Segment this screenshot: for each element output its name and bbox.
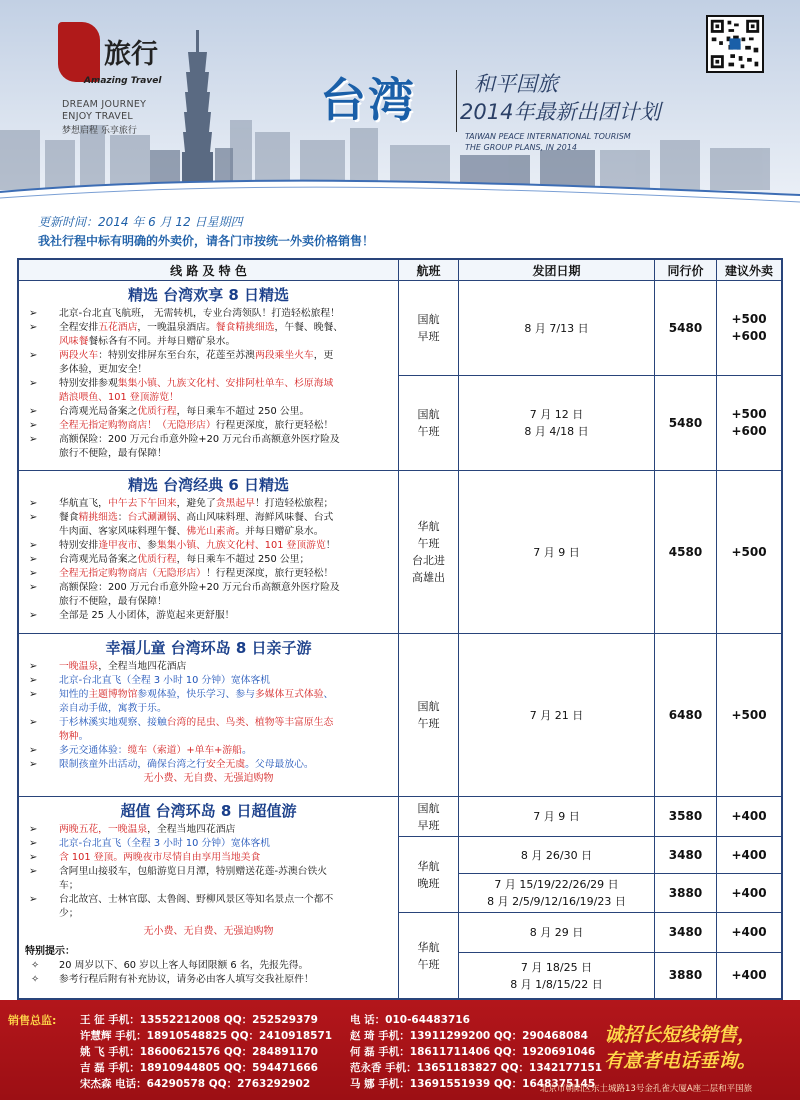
bullet-arrow-icon: ➢ <box>29 308 38 319</box>
retail-markup-cell-line: +500 <box>731 544 767 559</box>
logo-text-en: Amazing Travel <box>84 76 162 86</box>
flight-cell <box>399 471 459 634</box>
bullet-arrow-icon: ➢ <box>29 745 38 756</box>
company-address: 北京市朝阳区东土城路13号金孔雀大厦A座二层和平国旅 <box>540 1084 753 1094</box>
peer-price-value: 5480 <box>668 320 703 335</box>
departure-dates-cell <box>459 376 655 471</box>
feature-text: 五花酒店 <box>98 322 138 333</box>
feature-line <box>19 525 398 539</box>
feature-text: 两段乘坐火车 <box>254 350 314 361</box>
feature-text: 全程无指定购物商店（无隐形店） <box>59 568 206 579</box>
staff-contact: 许慧辉 手机：18910548825 QQ：2410918571 <box>80 1030 333 1042</box>
feature-line <box>19 879 398 893</box>
bullet-arrow-icon: ➢ <box>29 406 38 417</box>
departure-dates-cell-line: 7 月 18/25 日 <box>520 960 593 974</box>
peer-price-value: 3880 <box>668 968 703 982</box>
feature-text: 牛肉面、客家风味料理午餐、 <box>59 526 187 537</box>
retail-markup-cell <box>717 634 781 797</box>
feature-text: 两晚五花，一晚温泉 <box>59 824 148 835</box>
tour-plan-table <box>17 258 783 1000</box>
feature-line <box>19 321 398 335</box>
flight-line: 午班 <box>417 537 440 550</box>
feature-text: ，避免了 <box>176 498 216 509</box>
departure-dates-cell <box>459 874 655 913</box>
bullet-arrow-icon: ➢ <box>29 689 38 700</box>
title-en-1: TAIWAN PEACE INTERNATIONAL TOURISM <box>465 132 631 141</box>
logo-mark-icon <box>58 22 100 82</box>
feature-text: 、高山风味料理、海鲜风味餐、台式 <box>176 512 334 523</box>
header-peer-price: 同行价 <box>655 260 717 281</box>
feature-text: ，更 <box>313 350 334 361</box>
bullet-arrow-icon: ➢ <box>29 717 38 728</box>
feature-text: 台湾观光局备案之 <box>59 554 138 565</box>
peer-price-cell <box>655 874 717 913</box>
feature-text: 高额保险：200 万元台币意外险+20 万元台币高额意外医疗险及 <box>59 434 340 445</box>
departure-dates-cell-line: 7 月 21 日 <box>529 708 584 722</box>
sales-director-label: 销售总监: <box>8 1014 57 1027</box>
departure-dates-cell <box>459 913 655 953</box>
departure-dates-cell-line: 8 月 26/30 日 <box>520 848 593 862</box>
feature-line <box>19 674 398 688</box>
feature-text: ，每日乘车不超过 250 公里。 <box>176 406 310 417</box>
route-features <box>19 660 398 772</box>
departure-dates-cell-line: 8 月 29 日 <box>529 926 584 939</box>
dream-slogan-cn: 梦想启程 乐享旅行 <box>62 126 137 136</box>
header-dates: 发团日期 <box>459 260 655 281</box>
staff-contact: 吉 磊 手机：18910944805 QQ：594471666 <box>80 1062 318 1074</box>
feature-text: 华航直飞， <box>59 498 108 509</box>
feature-text: 餐食 <box>59 512 79 523</box>
retail-markup-cell <box>717 953 781 998</box>
route-features <box>19 823 398 921</box>
feature-text: 少； <box>59 908 79 919</box>
title-plan: 2014年最新出团计划 <box>460 100 661 124</box>
staff-contact: 赵 琦 手机：13911299200 QQ：290468084 <box>350 1030 588 1042</box>
feature-text: ！行程更深度，旅行更轻松！ <box>205 568 334 579</box>
feature-text: 高额保险：200 万元台币意外险+20 万元台币高额意外医疗险及 <box>59 582 340 593</box>
feature-line <box>19 405 398 419</box>
retail-markup-cell <box>717 281 781 376</box>
feature-text: 北京-台北直飞航班， 无需转机，专业台湾领队！打造轻松旅程！ <box>59 308 340 319</box>
feature-text: 物种 <box>59 731 79 742</box>
retail-markup-cell-line: +500 <box>731 312 767 326</box>
feature-text: 北京-台北直飞（全程 3 小时 10 分钟）宽体客机 <box>59 675 271 686</box>
feature-line <box>19 744 398 758</box>
feature-text: 优质行程 <box>137 406 177 417</box>
feature-line <box>19 363 398 377</box>
departure-dates-cell-line: 7 月 9 日 <box>533 810 580 823</box>
feature-text: 集集小镇、九族文化村、101 登顶游览 <box>156 540 326 551</box>
bullet-arrow-icon: ➢ <box>29 894 38 905</box>
recruit-slogan <box>604 1022 756 1074</box>
flight-line: 晚班 <box>417 876 440 890</box>
header-retail: 建议外卖 <box>717 260 781 281</box>
flight-line: 国航 <box>417 313 440 326</box>
flight-line: 华航 <box>417 940 440 954</box>
route-features <box>19 307 398 461</box>
feature-text: 于杉林溪实地观察、接触 <box>59 717 167 728</box>
peer-price-value: 3480 <box>668 925 703 939</box>
feature-text: 多元交通体验： <box>59 745 128 756</box>
flight-line: 午班 <box>417 717 440 730</box>
peer-price-cell <box>655 634 717 797</box>
feature-line <box>19 391 398 405</box>
feature-text: 精挑细选 <box>78 512 118 523</box>
bullet-arrow-icon: ➢ <box>29 434 38 445</box>
flight-cell <box>399 376 459 471</box>
flight-cell <box>399 281 459 376</box>
dream-line-1: DREAM JOURNEY <box>62 99 147 110</box>
bullet-arrow-icon: ➢ <box>29 610 38 621</box>
slogan-line-2: 有意者电话垂询。 <box>604 1050 757 1072</box>
feature-line <box>19 553 398 567</box>
retail-markup-cell-line: +400 <box>731 847 767 862</box>
feature-text: 贪黑起早 <box>215 498 255 509</box>
staff-contact: 王 征 手机：13552212008 QQ：252529379 <box>80 1014 318 1026</box>
bullet-arrow-icon: ➢ <box>29 838 38 849</box>
feature-line <box>19 567 398 581</box>
feature-text: 优质行程 <box>137 554 177 565</box>
bullet-arrow-icon: ➢ <box>29 852 38 863</box>
feature-text: 佛光山素斋 <box>186 526 236 537</box>
flight-line: 台北进 <box>412 554 445 567</box>
feature-text: 含 101 登顶。两晚夜市尽情自由享用当地美食 <box>59 852 261 863</box>
peer-price-cell <box>655 953 717 998</box>
flight-line: 早班 <box>417 818 440 832</box>
feature-line <box>19 447 398 461</box>
feature-text: 集集小镇、九族文化村、安排阿杜单车、杉原海域 <box>117 378 334 389</box>
flight-line: 早班 <box>417 330 440 343</box>
flight-line: 高雄出 <box>412 571 445 584</box>
feature-line <box>19 893 398 907</box>
feature-text: 全程安排 <box>59 322 99 333</box>
feature-line <box>19 419 398 433</box>
route-title: 幸福儿童 台湾环岛 8 日亲子游 <box>105 639 312 657</box>
departure-dates-cell-line: 8 月 1/8/15/22 日 <box>510 977 603 991</box>
departure-dates-cell <box>459 953 655 998</box>
feature-text: 车； <box>59 880 79 891</box>
tip-text: 参考行程后附有补充协议，请务必由客人填写交我社原件！ <box>59 974 314 985</box>
retail-markup-cell <box>717 471 781 634</box>
flight-line: 午班 <box>417 957 440 971</box>
departure-dates-cell-line: 7 月 12 日 <box>529 408 584 421</box>
feature-text: 中午去下午回来 <box>107 498 177 509</box>
title-taiwan: 台湾 <box>320 73 416 127</box>
feature-line <box>19 660 398 674</box>
feature-text: 参观体验，快乐学习、参与 <box>137 689 255 700</box>
tip-item: ✧ 参考行程后附有补充协议，请务必由客人填写交我社原件！ <box>31 974 314 985</box>
feature-text: 安全无虞 <box>205 759 246 770</box>
retail-markup-cell-line: +500 <box>731 707 767 722</box>
feature-line <box>19 702 398 716</box>
feature-line <box>19 758 398 772</box>
bullet-arrow-icon: ➢ <box>29 420 38 431</box>
feature-text: ，每日乘车不超过 250 公里； <box>176 554 310 565</box>
retail-markup-cell-line: +500 <box>731 407 767 421</box>
bullet-arrow-icon: ➢ <box>29 350 38 361</box>
dream-line-2: ENJOY TRAVEL <box>62 111 133 122</box>
feature-line <box>19 335 398 349</box>
feature-text: 、参 <box>137 540 157 551</box>
feature-text: 。父母最放心。 <box>245 759 314 770</box>
feature-line <box>19 865 398 879</box>
feature-text: 全程无指定购物商店！ <box>59 420 157 431</box>
feature-text: 。 <box>241 745 252 756</box>
bullet-arrow-icon: ➢ <box>29 661 38 672</box>
route-section-2 <box>19 471 399 634</box>
feature-line <box>19 497 398 511</box>
departure-dates-cell-line: 8 月 2/5/9/12/16/19/23 日 <box>487 895 626 908</box>
no-extra-fees-note: 无小费、无自费、无强迫购物 <box>143 926 274 937</box>
bullet-arrow-icon: ➢ <box>29 582 38 593</box>
feature-text: 旅行不便险，最有保障！ <box>59 448 167 459</box>
peer-price-value: 3480 <box>668 847 703 862</box>
route-section-3 <box>19 634 399 797</box>
route-title: 超值 台湾环岛 8 日超值游 <box>120 802 297 820</box>
header-flight: 航班 <box>399 260 459 281</box>
bullet-arrow-icon: ➢ <box>29 554 38 565</box>
qr-code-icon <box>706 15 764 73</box>
dream-slogan <box>62 99 146 123</box>
peer-price-value: 5480 <box>668 415 703 430</box>
feature-text: 主题博物馆 <box>88 689 138 700</box>
flight-cell <box>399 837 459 913</box>
peer-price-value: 3880 <box>668 885 703 900</box>
retail-markup-cell <box>717 376 781 471</box>
header-route: 线 路 及 特 色 <box>19 260 399 281</box>
feature-text: 含阿里山接驳车，包船游览日月潭，特别赠送花莲-苏澳台铁火 <box>59 866 328 877</box>
feature-text: （无隐形店） <box>156 420 216 431</box>
departure-dates-cell <box>459 471 655 634</box>
feature-text: 、 <box>323 689 334 700</box>
feature-line <box>19 595 398 609</box>
no-extra-fees-note: 无小费、无自费、无强迫购物 <box>143 773 274 784</box>
tip-item: ✧ 20 周岁以下、60 岁以上客人每团限额 6 名，先报先得。 <box>31 960 309 971</box>
feature-text: 特别安排 <box>59 540 99 551</box>
staff-contact: 范永香 手机：13651183827 QQ：1342177151 <box>350 1062 603 1074</box>
feature-text: ！ <box>325 540 336 551</box>
retail-markup-cell <box>717 913 781 953</box>
retail-markup-cell-line: +400 <box>731 925 767 939</box>
feature-line <box>19 716 398 730</box>
route-title: 精选 台湾欢享 8 日精选 <box>127 286 290 304</box>
feature-text: 旅行不便险，最有保障！ <box>59 596 167 607</box>
feature-line <box>19 377 398 391</box>
tip-text: 20 周岁以下、60 岁以上客人每团限额 6 名，先报先得。 <box>59 960 309 971</box>
peer-price-cell <box>655 471 717 634</box>
retail-markup-cell <box>717 874 781 913</box>
feature-text: 台湾观光局备案之 <box>59 406 138 417</box>
feature-text: 踏浪喂鱼、101 登顶游览！ <box>59 392 179 403</box>
bullet-arrow-icon: ➢ <box>29 378 38 389</box>
flight-line: 国航 <box>417 408 440 421</box>
feature-line <box>19 349 398 363</box>
peer-price-cell <box>655 797 717 837</box>
peer-price-value: 6480 <box>668 707 703 722</box>
retail-markup-cell-line: +600 <box>731 424 767 438</box>
staff-contact: 姚 飞 手机：18600621576 QQ：284891170 <box>80 1046 318 1058</box>
title-en-2: THE GROUP PLANS, IN 2014 <box>465 143 577 152</box>
peer-price-cell <box>655 281 717 376</box>
departure-dates-cell <box>459 634 655 797</box>
feature-text: 多体验，更加安全！ <box>59 364 148 375</box>
departure-dates-cell-line: 8 月 4/18 日 <box>524 425 589 438</box>
feature-text: 缆车（索道）+单车+游船 <box>127 745 242 756</box>
feature-text: 多媒体互式体验 <box>254 689 324 700</box>
peer-price-cell <box>655 376 717 471</box>
feature-text: 全部是 25 人小团体，游览起来更舒服！ <box>59 610 235 621</box>
feature-text: 台北故宫、士林官邸、太鲁阁、野柳风景区等知名景点一个都不 <box>59 894 334 905</box>
feature-line <box>19 837 398 851</box>
departure-dates-cell-line: 7 月 15/19/22/26/29 日 <box>494 878 619 891</box>
peer-price-value: 4580 <box>668 544 703 559</box>
feature-line <box>19 609 398 623</box>
feature-text: ，全程当地四花酒店 <box>147 824 236 835</box>
flight-line: 华航 <box>417 520 440 533</box>
flight-line: 国航 <box>417 801 440 815</box>
retail-markup-cell <box>717 797 781 837</box>
feature-text: 限制孩童外出活动，确保台湾之行 <box>59 759 206 770</box>
feature-line <box>19 851 398 865</box>
title-company: 和平国旅 <box>474 72 558 96</box>
retail-markup-cell <box>717 837 781 874</box>
feature-text: 一晚温泉 <box>59 661 99 672</box>
retail-markup-cell-line: +400 <box>731 968 767 982</box>
flight-cell <box>399 797 459 837</box>
feature-text: 台式涮涮锅 <box>127 512 177 523</box>
staff-contact: 马 娜 手机：13691551939 QQ：1648375145 <box>350 1078 596 1090</box>
departure-dates-cell <box>459 837 655 874</box>
feature-text: 。 <box>78 731 89 742</box>
feature-line <box>19 907 398 921</box>
retail-markup-cell-line: +400 <box>731 885 767 900</box>
staff-contact: 何 磊 手机：18611711406 QQ：1920691046 <box>350 1046 596 1058</box>
feature-text: ！打造轻松旅程； <box>254 498 334 509</box>
flight-line: 华航 <box>417 859 440 873</box>
feature-text: 台湾的昆虫、鸟类、植物等丰富原生态 <box>166 717 334 728</box>
tips-title: 特别提示： <box>25 946 75 957</box>
feature-line <box>19 307 398 321</box>
route-features <box>19 497 398 623</box>
feature-text: 行程更深度，旅行更轻松！ <box>215 420 334 431</box>
retail-markup-cell-line: +400 <box>731 809 767 823</box>
feature-text: ：特别安排屏东至台东，花莲至苏澳 <box>98 350 255 361</box>
feature-text: 两段火车 <box>59 350 99 361</box>
staff-contact: 宋杰森 电话：64290578 QQ：2763292902 <box>80 1078 311 1090</box>
bullet-arrow-icon: ➢ <box>29 824 38 835</box>
feature-line <box>19 688 398 702</box>
feature-text: ，午餐、晚餐、 <box>274 322 344 333</box>
flight-line: 国航 <box>417 700 440 713</box>
feature-text: 知性的 <box>59 689 89 700</box>
header-wave <box>0 170 800 215</box>
bullet-arrow-icon: ➢ <box>29 759 38 770</box>
bullet-arrow-icon: ➢ <box>29 512 38 523</box>
peer-price-value: 3580 <box>668 809 703 823</box>
feature-text: 逢甲夜市 <box>98 540 138 551</box>
route-title: 精选 台湾经典 6 日精选 <box>127 476 290 494</box>
feature-text: ，全程当地四花酒店 <box>98 661 187 672</box>
feature-line <box>19 730 398 744</box>
feature-line <box>19 823 398 837</box>
departure-dates-cell-line: 8 月 7/13 日 <box>524 321 589 335</box>
logo-text-cn: 旅行 <box>104 39 158 70</box>
feature-text: 餐标各有不同。并每日赠矿泉水。 <box>88 336 236 347</box>
flight-cell <box>399 634 459 797</box>
feature-text: 北京-台北直飞（全程 3 小时 10 分钟）宽体客机 <box>59 838 271 849</box>
feature-line <box>19 511 398 525</box>
peer-price-cell <box>655 913 717 953</box>
feature-line <box>19 539 398 553</box>
feature-text: 特别安排参观 <box>59 378 118 389</box>
feature-text: 风味餐 <box>59 336 89 347</box>
bullet-arrow-icon: ➢ <box>29 675 38 686</box>
header-banner <box>0 0 800 215</box>
bullet-arrow-icon: ➢ <box>29 540 38 551</box>
bullet-arrow-icon: ➢ <box>29 322 38 333</box>
feature-line <box>19 433 398 447</box>
retail-markup-cell-line: +600 <box>731 329 767 343</box>
flight-cell <box>399 913 459 998</box>
departure-dates-cell <box>459 797 655 837</box>
bullet-arrow-icon: ➢ <box>29 498 38 509</box>
route-section-1 <box>19 281 399 471</box>
flight-line: 午班 <box>417 425 440 438</box>
peer-price-cell <box>655 837 717 874</box>
title-separator <box>456 70 457 132</box>
bullet-arrow-icon: ➢ <box>29 866 38 877</box>
staff-contact: 电 话：010-64483716 <box>350 1014 470 1026</box>
route-section-4 <box>19 797 399 998</box>
feature-text: 餐食精挑细选 <box>215 322 275 333</box>
feature-text: 亲自动手做，寓教于乐。 <box>59 703 167 714</box>
feature-text: ，一晚温泉酒店。 <box>137 322 216 333</box>
bullet-arrow-icon: ➢ <box>29 568 38 579</box>
feature-line <box>19 581 398 595</box>
departure-dates-cell <box>459 281 655 376</box>
feature-text: ： <box>117 512 128 523</box>
update-time: 更新时间：2014 年 6 月 12 日星期四 <box>38 215 243 229</box>
company-logo <box>58 22 168 96</box>
slogan-line-1: 诚招长短线销售， <box>604 1024 757 1046</box>
price-notice: 我社行程中标有明确的外卖价，请各门市按统一外卖价格销售！ <box>38 234 375 248</box>
departure-dates-cell-line: 7 月 9 日 <box>533 545 580 559</box>
feature-text: 。并每日赠矿泉水。 <box>235 526 324 537</box>
sales-footer <box>0 1000 800 1100</box>
